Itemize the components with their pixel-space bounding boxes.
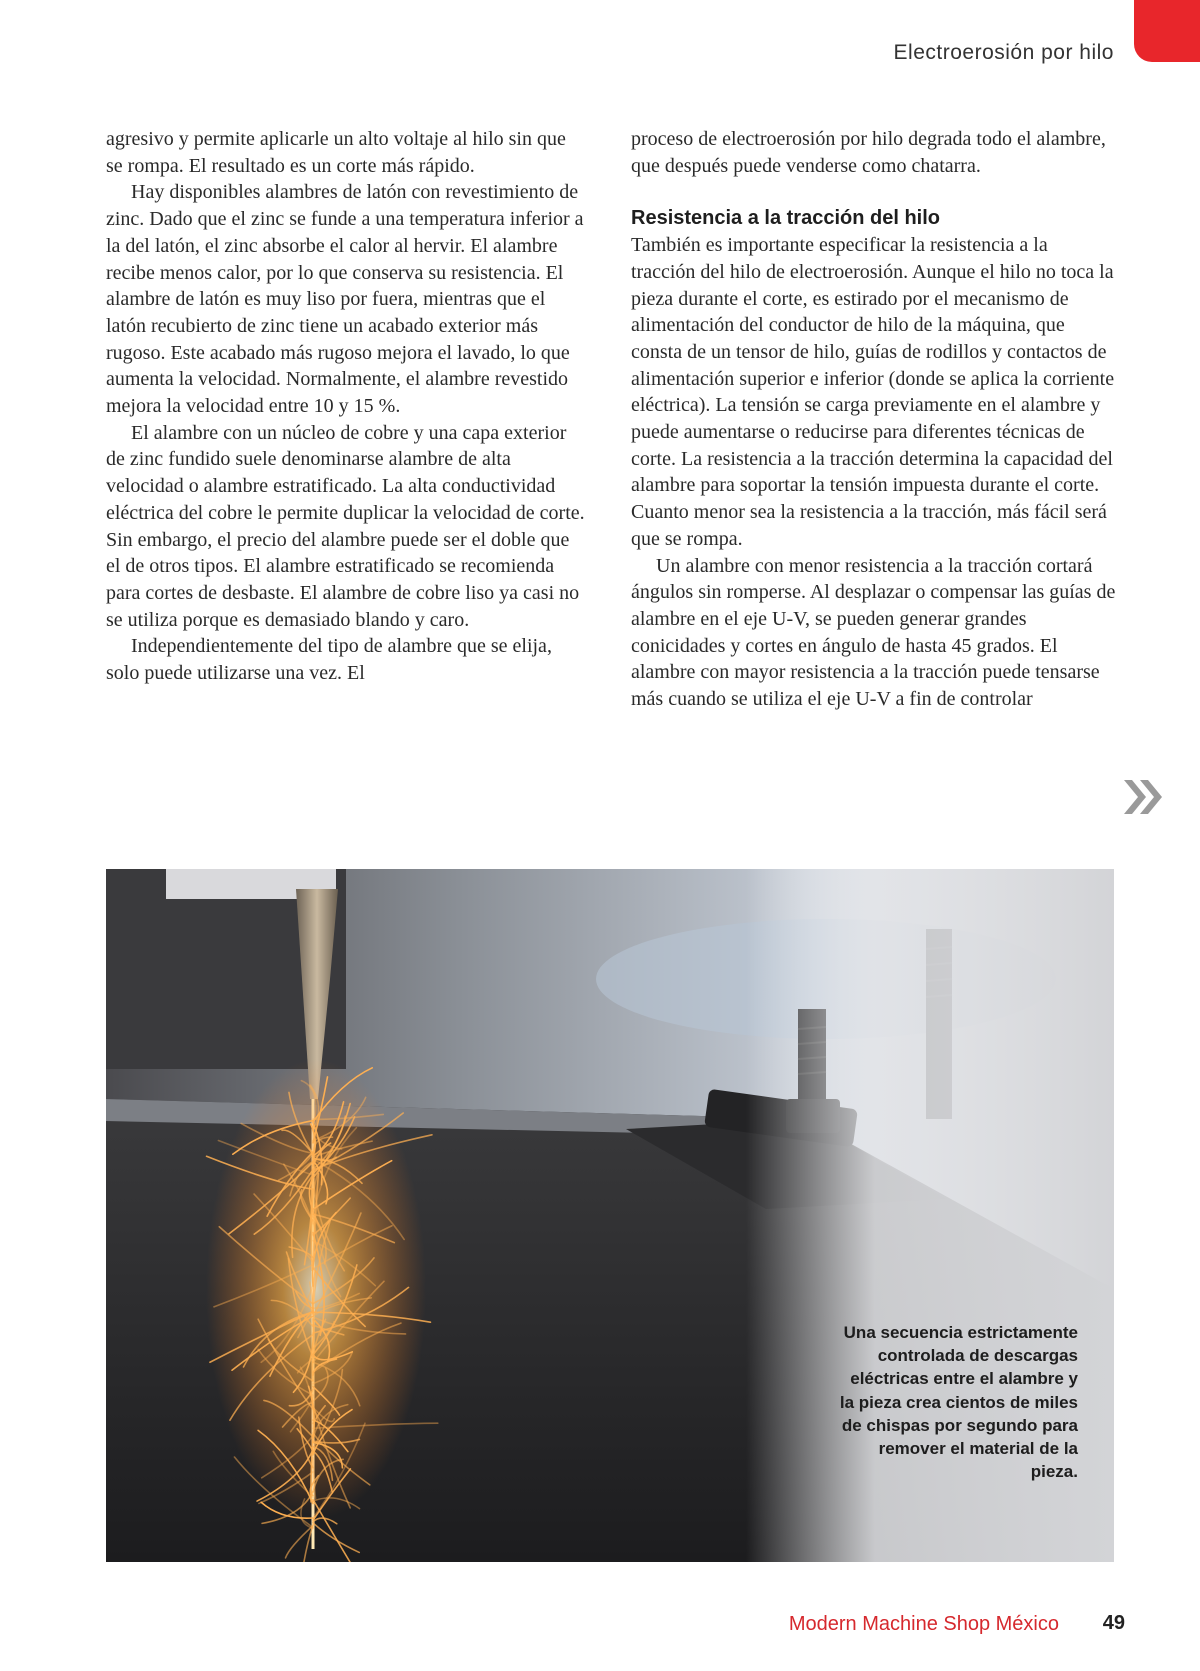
photo-caption: Una secuencia estrictamente controlada de descargas eléctricas entre el alambre y la pieza crea cientos de miles de chispas por segundo para remover el material de la pieza. bbox=[839, 1323, 1078, 1482]
right-text-column bbox=[631, 126, 1116, 713]
body-paragraph: El alambre con un núcleo de cobre y una capa exterior de zinc fundido suele denominarse alambre de alta velocidad o alambre estratificado. La alta conductividad eléctrica del cobre le permite duplicar la velocidad de corte. Sin embargo, el precio del alambre puede ser el doble que el de otros tipos. El alambre estratificado se recomienda para cortes de desbaste. El alambre de cobre liso ya casi no se utiliza porque es demasiado blando y caro. bbox=[106, 421, 585, 631]
footer-magazine-name: Modern Machine Shop México bbox=[788, 1613, 1059, 1635]
body-paragraph: También es importante especificar la resistencia a la tracción del hilo de electroerosión. Aunque el hilo no toca la pieza durante el corte, es estirado por el mecanismo de alimentación del conductor de hilo de la máquina, que consta de un tensor de hilo, guías de rodillos y contactos de alimentación superior e inferior (donde se aplica la corriente eléctrica). La tensión se carga previamente en el alambre y puede aumentarse o reducirse para diferentes técnicas de corte. La resistencia a la tracción determina la capacidad del alambre para soportar la tensión impuesta durante el corte. Cuanto menor sea la resistencia a la tracción, más fácil será que se rompa. bbox=[631, 234, 1115, 550]
body-paragraph: Independientemente del tipo de alambre que se elija, solo puede utilizarse una vez. El bbox=[106, 635, 552, 685]
edm-sparks-photo bbox=[106, 869, 1114, 1562]
section-color-tab bbox=[1134, 0, 1200, 62]
section-subheading: Resistencia a la tracción del hilo bbox=[631, 207, 941, 230]
page-number: 49 bbox=[1102, 1612, 1125, 1634]
body-paragraph: Un alambre con menor resistencia a la tracción cortará ángulos sin romperse. Al desplazar o compensar las guías de alambre en el eje U-V, se pueden generar grandes conicidades y cortes en ángulo de hasta 45 grados. El alambre con mayor resistencia a la tracción puede tensarse más cuando se utiliza el eje U-V a fin de controlar bbox=[631, 554, 1116, 711]
section-title: Electroerosión por hilo bbox=[893, 41, 1114, 64]
body-paragraph: Hay disponibles alambres de latón con revestimiento de zinc. Dado que el zinc se funde a una temperatura inferior a la del latón, el zinc absorbe el calor al hervir. El alambre recibe menos calor, por lo que conserva su resistencia. El alambre de latón es muy liso por fuera, mientras que el latón recubierto de zinc tiene un acabado exterior más rugoso. Este acabado más rugoso mejora el lavado, lo que aumenta la velocidad. Normalmente, el alambre revestido mejora la velocidad entre 10 y 15 %. bbox=[106, 181, 584, 418]
left-text-column bbox=[106, 126, 586, 687]
double-chevron-right-icon bbox=[1120, 774, 1166, 820]
body-paragraph: agresivo y permite aplicarle un alto voltaje al hilo sin que se rompa. El resultado es un corte más rápido. bbox=[106, 128, 566, 177]
body-paragraph: proceso de electroerosión por hilo degrada todo el alambre, que después puede venderse como chatarra. bbox=[631, 128, 1106, 177]
